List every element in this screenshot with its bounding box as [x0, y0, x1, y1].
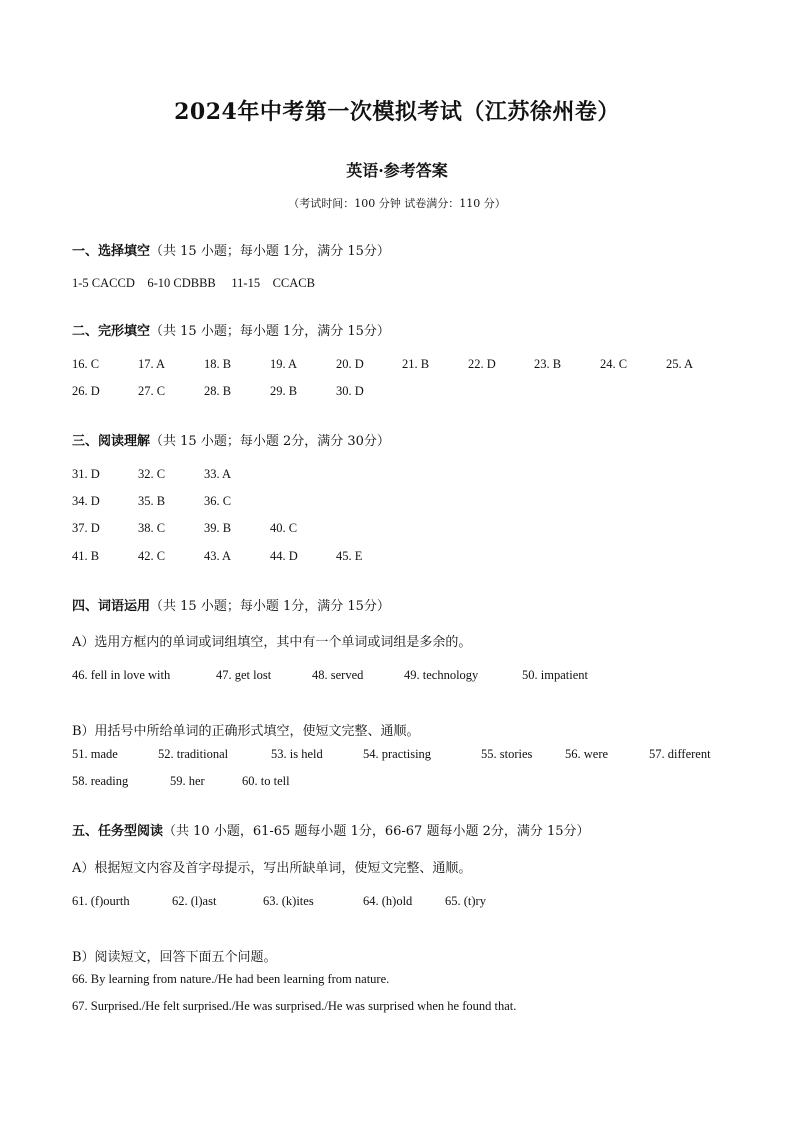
section-3-heading — [72, 430, 390, 449]
answer-32: 32. C — [138, 467, 166, 481]
answer-25: 25. A — [666, 357, 694, 371]
answer-41: 41. B — [72, 549, 100, 563]
answer-37: 37. D — [72, 521, 100, 535]
answer-56: 56. were — [565, 747, 609, 761]
answer-36: 36. C — [204, 494, 232, 508]
answer-58: 58. reading — [72, 774, 129, 788]
section-4-part-a-answers — [72, 668, 622, 683]
exam-info: （考试时间：100 分钟 试卷满分：110 分） — [288, 197, 506, 210]
section-2-name: 二、完形填空 — [72, 324, 151, 339]
section-3-name: 三、阅读理解 — [72, 434, 151, 449]
answer-24: 24. C — [600, 357, 628, 371]
section-3-row-2 — [72, 494, 270, 509]
answer-53: 53. is held — [271, 747, 323, 761]
answer-19: 19. A — [270, 357, 298, 371]
answer-55: 55. stories — [481, 747, 533, 761]
answer-65: 65. (t)ry — [445, 894, 486, 908]
answer-51: 51. made — [72, 747, 118, 761]
section-1-heading — [72, 240, 390, 259]
answer-50: 50. impatient — [522, 668, 588, 682]
section-1-answers: 1-5 CACCD 6-10 CDBBB 11-15 CCACB — [72, 276, 315, 290]
answer-34: 34. D — [72, 494, 100, 508]
answer-47: 47. get lost — [216, 668, 272, 682]
page-subtitle: 英语·参考答案 — [346, 161, 448, 180]
section-5-heading — [72, 820, 590, 839]
section-4-part-a-instruction: A）选用方框内的单词或词组填空，其中有一个单词或词组是多余的。 — [72, 635, 472, 650]
section-5-part-a-instruction: A）根据短文内容及首字母提示，写出所缺单词，使短文完整、通顺。 — [72, 861, 472, 876]
answer-17: 17. A — [138, 357, 166, 371]
answer-67: 67. Surprised./He felt surprised./He was surprised./He was surprised when he found that. — [72, 999, 517, 1013]
section-2-row-1 — [72, 357, 716, 372]
answer-22: 22. D — [468, 357, 496, 371]
section-1-rule: （共 15 小题；每小题 1分，满分 15分） — [150, 244, 390, 259]
answer-48: 48. served — [312, 668, 364, 682]
section-1-name: 一、选择填空 — [72, 244, 151, 259]
section-2-heading — [72, 320, 390, 339]
answer-59: 59. her — [170, 774, 205, 788]
answer-46: 46. fell in love with — [72, 668, 171, 682]
answer-30: 30. D — [336, 384, 364, 398]
answer-66: 66. By learning from nature./He had been learning from nature. — [72, 972, 390, 986]
answer-16: 16. C — [72, 357, 100, 371]
answer-61: 61. (f)ourth — [72, 894, 130, 908]
section-3-row-4 — [72, 549, 402, 564]
answer-63: 63. (k)ites — [263, 894, 314, 908]
answer-33: 33. A — [204, 467, 232, 481]
answer-44: 44. D — [270, 549, 298, 563]
answer-29: 29. B — [270, 384, 298, 398]
section-4-name: 四、词语运用 — [72, 599, 151, 614]
answer-57: 57. different — [649, 747, 711, 761]
answer-27: 27. C — [138, 384, 166, 398]
answer-40: 40. C — [270, 521, 298, 535]
section-2-rule: （共 15 小题；每小题 1分，满分 15分） — [150, 324, 390, 339]
answer-54: 54. practising — [363, 747, 432, 761]
section-5-name: 五、任务型阅读 — [72, 824, 164, 839]
answer-39: 39. B — [204, 521, 232, 535]
section-5-rule: （共 10 小题，61-65 题每小题 1分，66-67 题每小题 2分，满分 15分） — [163, 824, 590, 839]
section-3-row-3 — [72, 521, 336, 536]
section-2-row-2 — [72, 384, 402, 399]
section-4-heading — [72, 595, 390, 614]
section-4-part-b-row-1 — [72, 747, 719, 762]
answer-20: 20. D — [336, 357, 364, 371]
answer-52: 52. traditional — [158, 747, 229, 761]
answer-49: 49. technology — [404, 668, 479, 682]
answer-21: 21. B — [402, 357, 430, 371]
answer-60: 60. to tell — [242, 774, 290, 788]
answer-38: 38. C — [138, 521, 166, 535]
section-5-part-a-answers — [72, 894, 515, 909]
section-3-row-1 — [72, 467, 270, 482]
answer-45: 45. E — [336, 549, 363, 563]
answer-18: 18. B — [204, 357, 232, 371]
section-3-rule: （共 15 小题；每小题 2分，满分 30分） — [150, 434, 390, 449]
answer-43: 43. A — [204, 549, 232, 563]
answer-23: 23. B — [534, 357, 562, 371]
answer-64: 64. (h)old — [363, 894, 413, 908]
section-5-part-b-instruction: B）阅读短文，回答下面五个问题。 — [72, 950, 277, 965]
answer-62: 62. (l)ast — [172, 894, 217, 908]
section-4-part-b-row-2 — [72, 774, 322, 789]
answer-28: 28. B — [204, 384, 232, 398]
answer-26: 26. D — [72, 384, 100, 398]
answer-42: 42. C — [138, 549, 166, 563]
answer-31: 31. D — [72, 467, 100, 481]
section-4-part-b-instruction: B）用括号中所给单词的正确形式填空，使短文完整、通顺。 — [72, 724, 420, 739]
section-4-rule: （共 15 小题；每小题 1分，满分 15分） — [150, 599, 390, 614]
answer-35: 35. B — [138, 494, 166, 508]
page-title: 2024年中考第一次模拟考试（江苏徐州卷） — [174, 99, 620, 125]
